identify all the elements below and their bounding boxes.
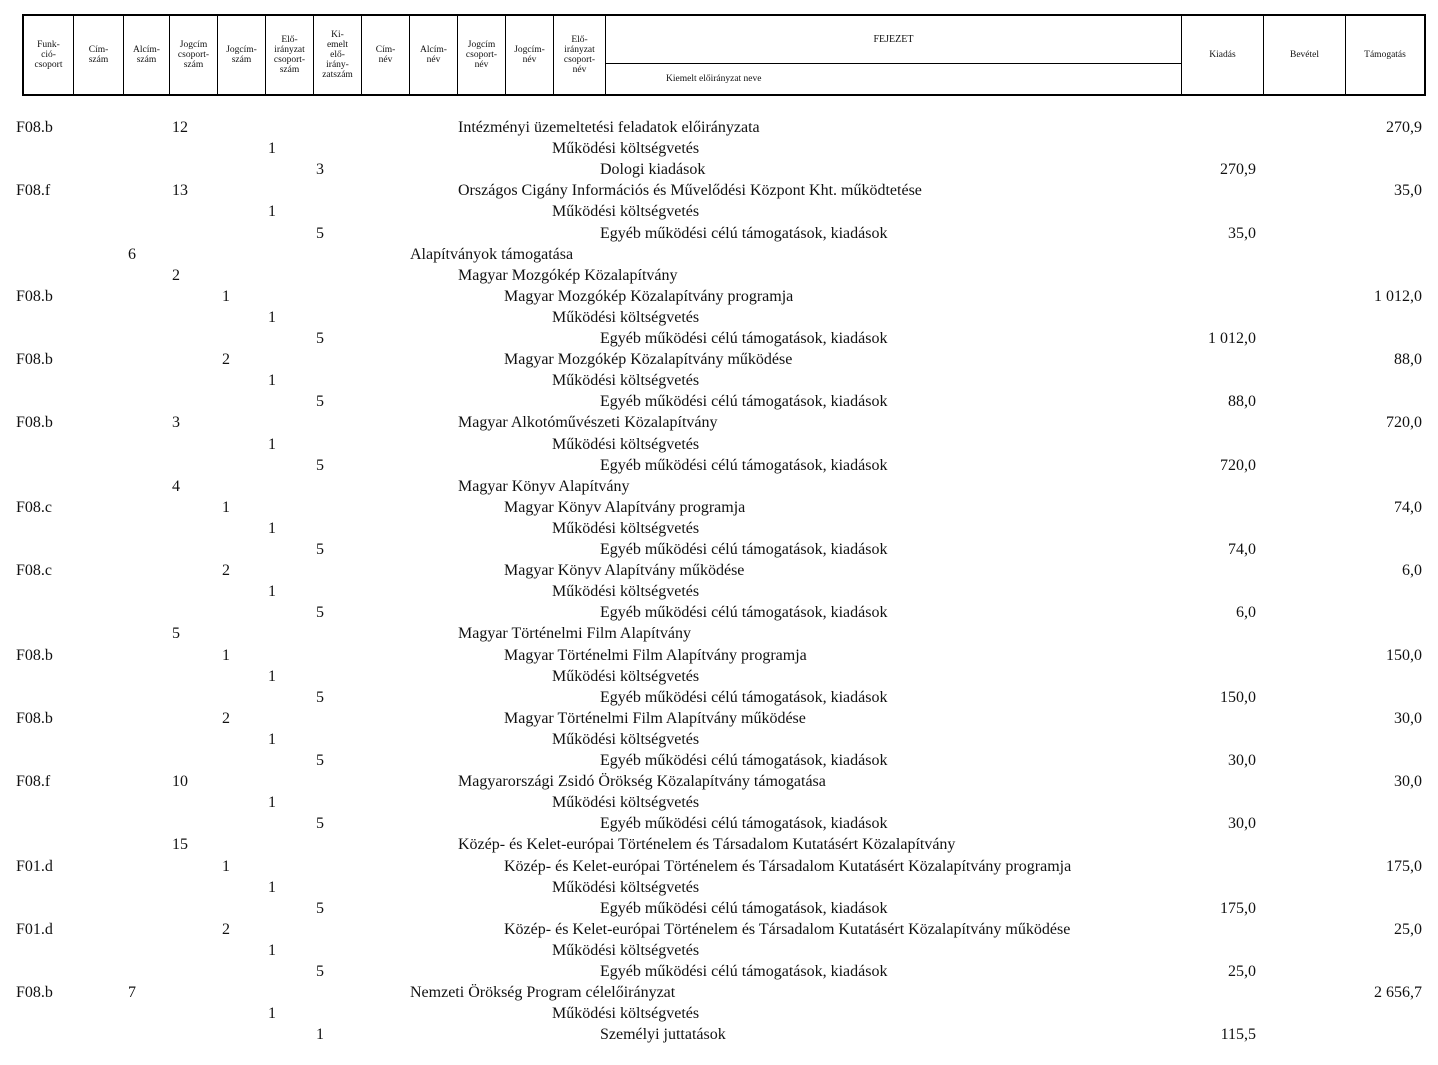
funkcio-code: F08.b: [16, 351, 53, 369]
kiemelt-eloiranyzat-number: 5: [316, 393, 324, 411]
table-row: [0, 350, 1438, 370]
table-row: [0, 329, 1438, 349]
kiemelt-eloiranyzat-number: 5: [316, 899, 324, 917]
kiadas-value: 115,5: [1220, 1026, 1256, 1044]
funkcio-code: F08.b: [16, 709, 53, 727]
table-row: [0, 477, 1438, 497]
table-row: [0, 941, 1438, 961]
eloiranyzat-csoport-number: 1: [268, 794, 276, 812]
table-row: [0, 413, 1438, 433]
header-bevetel: Bevétel: [1264, 16, 1346, 94]
funkcio-code: F08.b: [16, 414, 53, 432]
funkcio-code: F01.d: [16, 920, 53, 938]
funkcio-code: F08.b: [16, 984, 53, 1002]
table-row: [0, 793, 1438, 813]
funkcio-code: F08.f: [16, 182, 51, 200]
table-row: [0, 540, 1438, 560]
table-row: [0, 435, 1438, 455]
tamogatas-value: 25,0: [1394, 920, 1422, 938]
table-row: [0, 308, 1438, 328]
table-row: [0, 582, 1438, 602]
kiemelt-eloiranyzat-number: 5: [316, 224, 324, 242]
funkcio-code: F08.b: [16, 287, 53, 305]
item-name: Működési költségvetés: [552, 941, 700, 959]
tamogatas-value: 270,9: [1386, 119, 1422, 136]
tamogatas-value: 35,0: [1394, 182, 1422, 200]
header-kiemelt-eloiranyzatszam: Ki- emelt elő- irány- zatszám: [314, 16, 362, 94]
eloiranyzat-csoport-number: 1: [268, 667, 276, 685]
item-name: Magyar Könyv Alapítvány programja: [504, 498, 746, 516]
table-row: [0, 245, 1438, 265]
item-name: Személyi juttatások: [600, 1026, 726, 1044]
kiadas-value: 35,0: [1228, 224, 1256, 242]
item-name: Magyar Könyv Alapítvány működése: [504, 562, 745, 580]
table-row: [0, 899, 1438, 919]
kiadas-value: 30,0: [1228, 752, 1256, 769]
header-tamogatas: Támogatás: [1364, 50, 1406, 60]
item-name: Működési költségvetés: [552, 730, 700, 748]
eloiranyzat-csoport-number: 1: [268, 435, 276, 453]
header-jogcimszam: Jogcím- szám: [218, 16, 266, 94]
header-kiadas: Kiadás: [1182, 16, 1264, 94]
alcim-number: 10: [172, 773, 188, 791]
item-name: Működési költségvetés: [552, 794, 700, 812]
tamogatas-value: 720,0: [1386, 414, 1422, 432]
item-name: Egyéb működési célú támogatások, kiadások: [600, 688, 888, 706]
table-row: [0, 181, 1438, 201]
kiadas-value: 25,0: [1228, 963, 1256, 980]
item-name: Egyéb működési célú támogatások, kiadások: [600, 899, 888, 917]
eloiranyzat-csoport-number: 1: [268, 941, 276, 959]
item-name: Működési költségvetés: [552, 435, 700, 453]
kiemelt-eloiranyzat-number: 5: [316, 963, 324, 980]
item-name: Magyar Mozgókép Közalapítvány működése: [504, 351, 793, 369]
item-name: Működési költségvetés: [552, 667, 700, 685]
kiemelt-eloiranyzat-number: 1: [316, 1026, 324, 1044]
tamogatas-value: 30,0: [1394, 709, 1422, 727]
header-alcimszam: Alcím- szám: [124, 16, 170, 94]
item-name: Egyéb működési célú támogatások, kiadások: [600, 752, 888, 769]
cim-number: 7: [128, 984, 136, 1002]
kiemelt-eloiranyzat-number: 5: [316, 330, 324, 347]
item-name: Magyar Történelmi Film Alapítvány programja: [504, 646, 807, 664]
item-name: Magyar Mozgókép Közalapítvány programja: [504, 287, 794, 305]
header-jogcimcsoportnev: Jogcím csoport- név: [458, 16, 506, 94]
table-row: [0, 202, 1438, 222]
table-row: [0, 1004, 1438, 1024]
table-row: [0, 371, 1438, 391]
eloiranyzat-csoport-number: 1: [268, 519, 276, 537]
item-name: Közép- és Kelet-európai Történelem és Társadalom Kutatásért Közalapítvány működése: [504, 920, 1071, 938]
eloiranyzat-csoport-number: 1: [268, 203, 276, 221]
item-name: Egyéb működési célú támogatások, kiadások: [600, 541, 888, 558]
table-row: [0, 139, 1438, 159]
table-row: [0, 498, 1438, 518]
jogcimcsoport-number: 2: [222, 920, 230, 938]
table-row: [0, 688, 1438, 708]
kiemelt-eloiranyzat-number: 5: [316, 752, 324, 769]
item-name: Magyar Történelmi Film Alapítvány: [458, 625, 691, 643]
item-name: Magyar Mozgókép Közalapítvány: [458, 266, 678, 284]
item-name: Alapítványok támogatása: [410, 245, 574, 263]
kiadas-value: 720,0: [1220, 456, 1256, 474]
alcim-number: 13: [172, 182, 188, 200]
header-alcimnev: Alcím- név: [410, 16, 458, 94]
alcim-number: 12: [172, 119, 188, 136]
kiadas-value: 175,0: [1220, 899, 1256, 917]
jogcimcsoport-number: 2: [222, 351, 230, 369]
item-name: Magyar Könyv Alapítvány: [458, 477, 630, 495]
table-row: [0, 160, 1438, 180]
item-name: Nemzeti Örökség Program célelőirányzat: [410, 984, 676, 1002]
item-name: Magyar Történelmi Film Alapítvány működése: [504, 709, 806, 727]
eloiranyzat-csoport-number: 1: [268, 372, 276, 390]
tamogatas-value: 30,0: [1394, 773, 1422, 791]
header-jogcimnev: Jogcím- név: [506, 16, 554, 94]
kiadas-value: 150,0: [1220, 688, 1256, 706]
kiemelt-eloiranyzat-number: 5: [316, 604, 324, 622]
tamogatas-value: 175,0: [1386, 857, 1422, 875]
header-eloiranyzat-csoportszam: Elő- irányzat csoport- szám: [266, 16, 314, 94]
header-cimszam: Cím- szám: [74, 16, 124, 94]
kiemelt-eloiranyzat-number: 5: [316, 541, 324, 558]
item-name: Működési költségvetés: [552, 308, 700, 326]
item-name: Működési költségvetés: [552, 1005, 700, 1023]
tamogatas-value: 2 656,7: [1374, 984, 1422, 1002]
kiemelt-eloiranyzat-number: 3: [316, 161, 324, 179]
table-row: [0, 751, 1438, 771]
funkcio-code: F08.b: [16, 119, 53, 136]
table-row: [0, 624, 1438, 644]
item-name: Egyéb működési célú támogatások, kiadások: [600, 224, 888, 242]
table-row: [0, 857, 1438, 877]
item-name: Egyéb működési célú támogatások, kiadások: [600, 604, 888, 622]
kiemelt-eloiranyzat-number: 5: [316, 688, 324, 706]
table-row: [0, 962, 1438, 982]
kiadas-value: 30,0: [1228, 815, 1256, 833]
header-jogcimcsoportszam: Jogcím csoport- szám: [170, 16, 218, 94]
table-row: [0, 287, 1438, 307]
item-name: Működési költségvetés: [552, 203, 700, 221]
kiadas-value: 6,0: [1236, 604, 1256, 622]
funkcio-code: F08.f: [16, 773, 51, 791]
item-name: Működési költségvetés: [552, 519, 700, 537]
kiadas-value: 74,0: [1228, 541, 1256, 558]
table-row: [0, 266, 1438, 286]
tamogatas-value: 74,0: [1394, 498, 1422, 516]
table-row: [0, 646, 1438, 666]
table-row: [0, 392, 1438, 412]
eloiranyzat-csoport-number: 1: [268, 308, 276, 326]
header-kiemelt-eloiranyzat-neve: Kiemelt előirányzat neve: [666, 74, 762, 84]
item-name: Működési költségvetés: [552, 372, 700, 390]
alcim-number: 3: [172, 414, 180, 432]
kiemelt-eloiranyzat-number: 5: [316, 815, 324, 833]
table-row: [0, 920, 1438, 940]
item-name: Magyarországi Zsidó Örökség Közalapítvány támogatása: [458, 773, 826, 791]
item-name: Magyar Alkotóművészeti Közalapítvány: [458, 414, 718, 432]
item-name: Intézményi üzemeltetési feladatok előirányzata: [458, 119, 760, 136]
funkcio-code: F08.b: [16, 646, 53, 664]
header-eloiranyzat-csoportnev: Elő- irányzat csoport- név: [554, 16, 606, 94]
item-name: Közép- és Kelet-európai Történelem és Társadalom Kutatásért Közalapítvány programja: [504, 857, 1072, 875]
tamogatas-value: 1 012,0: [1374, 287, 1422, 305]
tamogatas-value: 6,0: [1402, 562, 1422, 580]
table-row: [0, 878, 1438, 898]
item-name: Dologi kiadások: [600, 161, 706, 179]
table-row: [0, 456, 1438, 476]
item-name: Működési költségvetés: [552, 878, 700, 896]
table-row: [0, 667, 1438, 687]
item-name: Országos Cigány Információs és Művelődési Központ Kht. működtetése: [458, 182, 922, 200]
kiadas-value: 88,0: [1228, 393, 1256, 411]
alcim-number: 15: [172, 836, 188, 854]
kiemelt-eloiranyzat-number: 5: [316, 456, 324, 474]
item-name: Működési költségvetés: [552, 140, 700, 158]
funkcio-code: F08.c: [16, 498, 52, 516]
funkcio-code: F01.d: [16, 857, 53, 875]
table-row: [0, 1025, 1438, 1045]
eloiranyzat-csoport-number: 1: [268, 730, 276, 748]
item-name: Egyéb működési célú támogatások, kiadások: [600, 393, 888, 411]
jogcimcsoport-number: 1: [222, 287, 230, 305]
cim-number: 6: [128, 245, 136, 263]
table-row: [0, 835, 1438, 855]
table-row: [0, 814, 1438, 834]
eloiranyzat-csoport-number: 1: [268, 878, 276, 896]
eloiranyzat-csoport-number: 1: [268, 1005, 276, 1023]
jogcimcsoport-number: 1: [222, 498, 230, 516]
table-row: [0, 603, 1438, 623]
item-name: Működési költségvetés: [552, 583, 700, 601]
header-funkcio-csoport: Funk- ció- csoport: [24, 16, 74, 94]
table-row: [0, 561, 1438, 581]
funkcio-code: F08.c: [16, 562, 52, 580]
table-row: [0, 224, 1438, 244]
table-row: [0, 730, 1438, 750]
table-row: [0, 983, 1438, 1003]
jogcimcsoport-number: 2: [222, 562, 230, 580]
jogcimcsoport-number: 1: [222, 646, 230, 664]
table-row: [0, 772, 1438, 792]
tamogatas-value: 88,0: [1394, 351, 1422, 369]
item-name: Közép- és Kelet-európai Történelem és Társadalom Kutatásért Közalapítvány: [458, 836, 956, 854]
jogcimcsoport-number: 2: [222, 709, 230, 727]
header-cimnev: Cím- név: [362, 16, 410, 94]
alcim-number: 2: [172, 266, 180, 284]
item-name: Egyéb működési célú támogatások, kiadások: [600, 963, 888, 980]
tamogatas-value: 150,0: [1386, 646, 1422, 664]
eloiranyzat-csoport-number: 1: [268, 583, 276, 601]
kiadas-value: 1 012,0: [1208, 330, 1256, 347]
alcim-number: 4: [172, 477, 180, 495]
header-fejezet: FEJEZET: [606, 16, 1181, 64]
table-row: [0, 118, 1438, 138]
item-name: Egyéb működési célú támogatások, kiadások: [600, 815, 888, 833]
jogcimcsoport-number: 1: [222, 857, 230, 875]
item-name: Egyéb működési célú támogatások, kiadások: [600, 456, 888, 474]
table-row: [0, 519, 1438, 539]
table-row: [0, 709, 1438, 729]
item-name: Egyéb működési célú támogatások, kiadások: [600, 330, 888, 347]
kiadas-value: 270,9: [1220, 161, 1256, 179]
alcim-number: 5: [172, 625, 180, 643]
eloiranyzat-csoport-number: 1: [268, 140, 276, 158]
